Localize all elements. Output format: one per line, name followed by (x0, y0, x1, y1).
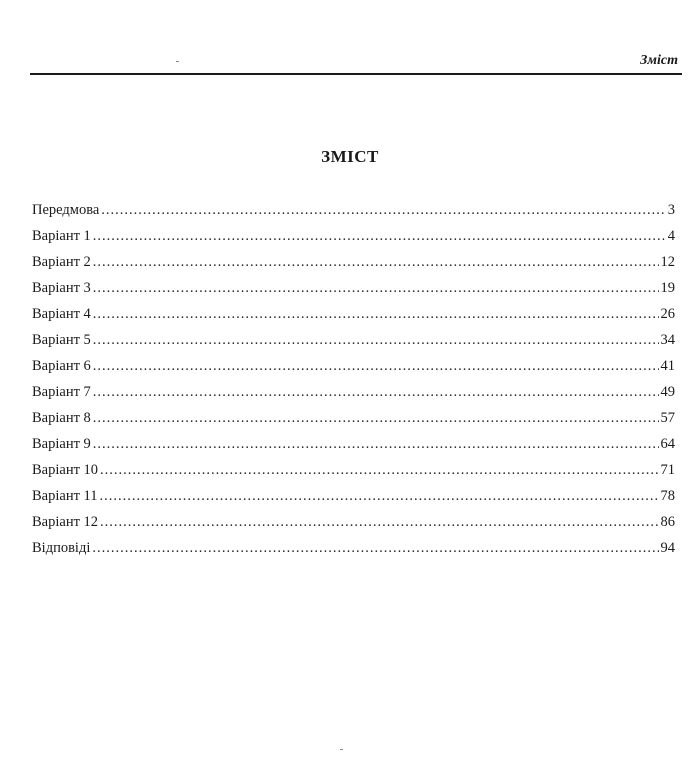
toc-entry-page-number: 86 (660, 514, 675, 530)
toc-entry-page-number: 3 (667, 202, 675, 218)
toc-entry-page-number: 78 (660, 488, 675, 504)
toc-entry-label: Варіант 3 (32, 280, 91, 296)
toc-dot-leader (101, 197, 665, 223)
toc-entry-page-number: 41 (660, 358, 675, 374)
toc-entry-label: Варіант 11 (32, 488, 98, 504)
toc-entry-label: Варіант 5 (32, 332, 91, 348)
header-rule (30, 73, 682, 75)
toc-entry (32, 249, 675, 275)
toc-entry (32, 223, 675, 249)
toc-entry (32, 275, 675, 301)
toc-entry-label: Варіант 9 (32, 436, 91, 452)
toc-entry-label: Варіант 7 (32, 384, 91, 400)
toc-entry (32, 197, 675, 223)
toc-dot-leader (100, 509, 658, 535)
toc-entry-label: Передмова (32, 202, 100, 218)
toc-entry (32, 327, 675, 353)
toc-entry-page-number: 49 (660, 384, 675, 400)
toc-dot-leader (93, 249, 659, 275)
toc-entry (32, 301, 675, 327)
toc-entry (32, 509, 675, 535)
toc-entry (32, 483, 675, 509)
toc-dot-leader (93, 431, 659, 457)
toc-entry-label: Варіант 8 (32, 410, 91, 426)
toc-entry-page-number: 34 (660, 332, 675, 348)
toc-entry-label: Варіант 12 (32, 514, 99, 530)
toc-dot-leader (100, 483, 659, 509)
toc-entry-label: Варіант 1 (32, 228, 91, 244)
toc-entry-page-number: 94 (660, 540, 675, 556)
toc-entry-page-number: 12 (660, 254, 675, 270)
toc-entry-label: Відповіді (32, 540, 91, 556)
scan-speck (340, 749, 343, 750)
toc-entry-page-number: 4 (667, 228, 675, 244)
toc-entry (32, 379, 675, 405)
toc-dot-leader (93, 301, 659, 327)
toc-dot-leader (93, 223, 666, 249)
toc-entry (32, 535, 675, 561)
toc-dot-leader (93, 379, 659, 405)
toc-entry (32, 431, 675, 457)
toc-dot-leader (93, 275, 659, 301)
toc-entry (32, 405, 675, 431)
toc-dot-leader (93, 353, 659, 379)
running-head: Зміст (640, 53, 678, 68)
toc-entry-label: Варіант 6 (32, 358, 91, 374)
toc-entry (32, 457, 675, 483)
toc-entry-label: Варіант 2 (32, 254, 91, 270)
toc-entry-page-number: 26 (660, 306, 675, 322)
scan-speck (176, 61, 179, 62)
toc-dot-leader (100, 457, 658, 483)
toc-entry-page-number: 19 (660, 280, 675, 296)
page-title: ЗМІСТ (321, 147, 379, 166)
toc-dot-leader (93, 327, 659, 353)
toc-entry (32, 353, 675, 379)
toc-entry-page-number: 64 (660, 436, 675, 452)
toc-entry-label: Варіант 10 (32, 462, 99, 478)
toc-entry-label: Варіант 4 (32, 306, 91, 322)
toc-dot-leader (93, 405, 659, 431)
toc-dot-leader (92, 535, 658, 561)
table-of-contents (32, 197, 675, 561)
toc-entry-page-number: 71 (660, 462, 675, 478)
toc-entry-page-number: 57 (660, 410, 675, 426)
